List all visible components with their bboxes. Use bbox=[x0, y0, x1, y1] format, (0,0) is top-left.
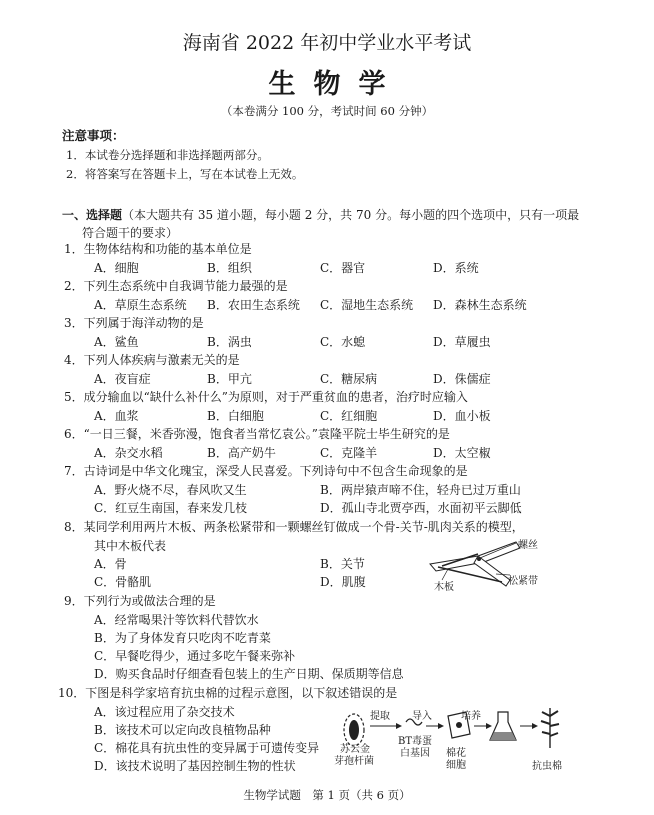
option: B．涡虫 bbox=[207, 335, 252, 349]
fig-label: 白基因 bbox=[400, 748, 430, 759]
option: B．甲亢 bbox=[207, 372, 252, 386]
section-desc-cont: 符合题干的要求） bbox=[82, 226, 179, 240]
fig-label: 木板 bbox=[434, 582, 454, 593]
question-stem: 8．某同学利用两片木板、两条松紧带和一颗螺丝钉做成一个骨-关节-肌肉关系的模型， bbox=[64, 520, 524, 534]
option: C．早餐吃得少，通过多吃午餐来弥补 bbox=[94, 649, 296, 663]
option: A．细胞 bbox=[94, 261, 139, 275]
option: C．克隆羊 bbox=[320, 446, 378, 460]
question-stem: 4．下列人体疾病与激素无关的是 bbox=[64, 353, 240, 367]
fig-label: 细胞 bbox=[446, 760, 466, 771]
option: D．孤山寺北贾亭西，水面初平云脚低 bbox=[320, 501, 522, 515]
option: A．血浆 bbox=[94, 409, 139, 423]
option: C．棉花具有抗虫性的变异属于可遗传变异 bbox=[94, 741, 320, 755]
option: B．为了身体发育只吃肉不吃青菜 bbox=[94, 631, 271, 645]
option: C．红细胞 bbox=[320, 409, 378, 423]
option: A．野火烧不尽，春风吹又生 bbox=[94, 483, 247, 497]
question-stem: 10．下图是科学家培育抗虫棉的过程示意图，以下叙述错误的是 bbox=[58, 686, 398, 700]
fig-label: 棉花 bbox=[446, 748, 466, 759]
option: C．器官 bbox=[320, 261, 366, 275]
option: C．骨骼肌 bbox=[94, 575, 152, 589]
option: D．草履虫 bbox=[433, 335, 491, 349]
option: B．高产奶牛 bbox=[207, 446, 276, 460]
subject-title: 生物学 bbox=[268, 69, 404, 100]
option: D．血小板 bbox=[433, 409, 491, 423]
option: B．组织 bbox=[207, 261, 252, 275]
fig-label: 苏云金 bbox=[340, 744, 370, 755]
fig-label: 导入 bbox=[412, 711, 432, 722]
option: D．购买食品时仔细查看包装上的生产日期、保质期等信息 bbox=[94, 667, 404, 681]
option: A．杂交水稻 bbox=[94, 446, 163, 460]
option: B．白细胞 bbox=[207, 409, 264, 423]
option: C．糖尿病 bbox=[320, 372, 378, 386]
question-stem: 9．下列行为或做法合理的是 bbox=[64, 594, 216, 608]
option: A．夜盲症 bbox=[94, 372, 151, 386]
option: C．红豆生南国，春来发几枝 bbox=[94, 501, 248, 515]
option: D．侏儒症 bbox=[433, 372, 491, 386]
fig-label: BT毒蛋 bbox=[398, 736, 433, 747]
option: D．太空椒 bbox=[433, 446, 491, 460]
note-item: 1．本试卷分选择题和非选择题两部分。 bbox=[66, 148, 269, 162]
option: C．湿地生态系统 bbox=[320, 298, 414, 312]
exam-title: 海南省 2022 年初中学业水平考试 bbox=[182, 32, 472, 54]
question-stem: 3．下列属于海洋动物的是 bbox=[64, 316, 204, 330]
option: B．关节 bbox=[320, 557, 365, 571]
option: B．两岸猿声啼不住，轻舟已过万重山 bbox=[320, 483, 521, 497]
score-note: （本卷满分 100 分，考试时间 60 分钟） bbox=[220, 104, 434, 118]
option: D．该技术说明了基因控制生物的性状 bbox=[94, 759, 296, 773]
fig-label: 松紧带 bbox=[508, 576, 538, 587]
fig-label: 螺丝 bbox=[518, 540, 538, 551]
option: B．农田生态系统 bbox=[207, 298, 300, 312]
option: D．系统 bbox=[433, 261, 479, 275]
option: D．肌腹 bbox=[320, 575, 366, 589]
fig-label: 抗虫棉 bbox=[532, 761, 562, 772]
question-stem: 5．成分输血以“缺什么补什么”为原则，对于严重贫血的患者，治疗时应输入 bbox=[64, 390, 468, 404]
note-item: 2．将答案写在答题卡上，写在本试卷上无效。 bbox=[66, 167, 304, 181]
section-label: 一、选择题 bbox=[62, 208, 123, 222]
option: D．森林生态系统 bbox=[433, 298, 527, 312]
option: C．水螅 bbox=[320, 335, 366, 349]
notes-heading: 注意事项： bbox=[62, 128, 125, 143]
question-stem: 1．生物体结构和功能的基本单位是 bbox=[64, 242, 252, 256]
question-stem: 2．下列生态系统中自我调节能力最强的是 bbox=[64, 279, 288, 293]
option: A．该过程应用了杂交技术 bbox=[94, 705, 235, 719]
fig-label: 培养 bbox=[461, 711, 481, 722]
option: A．骨 bbox=[94, 557, 127, 571]
option: A．经常喝果汁等饮料代替饮水 bbox=[94, 613, 259, 627]
section-header bbox=[62, 206, 582, 242]
fig-label: 芽孢杆菌 bbox=[334, 756, 374, 767]
question-stem: 6．“一日三餐，米香弥漫，饱食者当常忆袁公。”袁隆平院士毕生研究的是 bbox=[64, 427, 450, 441]
section-desc: （本大题共有 35 道小题，每小题 2 分，共 70 分。每小题的四个选项中，只有一项最 bbox=[122, 208, 580, 222]
option: A．草原生态系统 bbox=[94, 298, 187, 312]
page-footer: 生物学试题 第 1 页（共 6 页） bbox=[243, 788, 411, 802]
fig-label: 提取 bbox=[370, 711, 390, 722]
option: A．鲨鱼 bbox=[94, 335, 139, 349]
question-stem-cont: 其中木板代表 bbox=[94, 539, 167, 553]
question-stem: 7．古诗词是中华文化瑰宝，深受人民喜爱。下列诗句中不包含生命现象的是 bbox=[64, 464, 468, 478]
option: B．该技术可以定向改良植物品种 bbox=[94, 723, 271, 737]
